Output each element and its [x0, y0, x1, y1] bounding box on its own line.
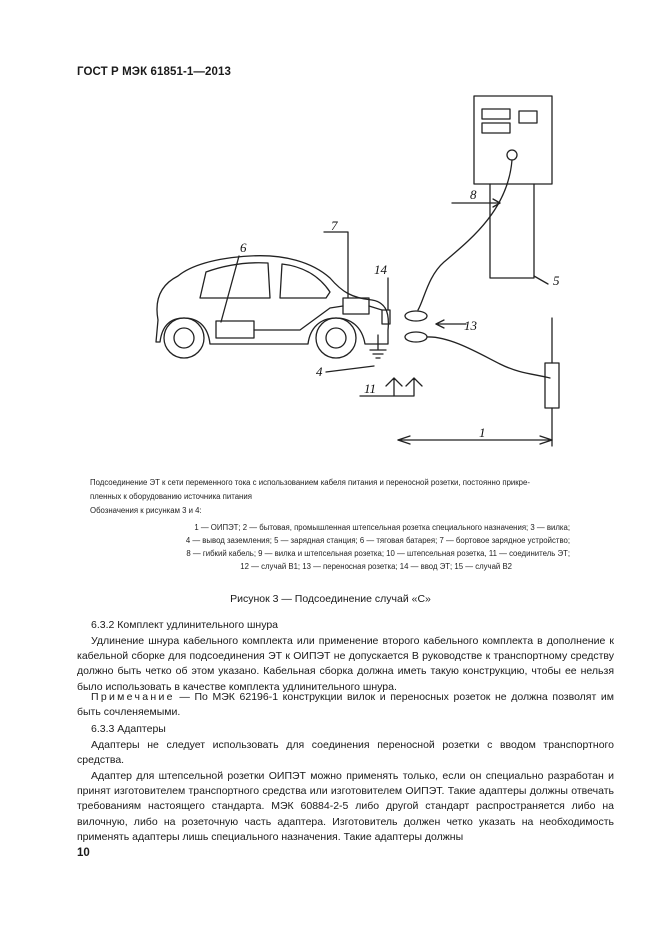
figure-description: Подсоединение ЭТ к сети переменного тока с использованием кабеля питания и переносной розетки, постоянно прикре- пленных к оборудованию источника питания Обозначения к рисункам 3 и 4: — [90, 476, 630, 518]
car-wheel-rear — [316, 318, 356, 358]
note — [77, 690, 614, 720]
document-header: ГОСТ Р МЭК 61851-1—2013 — [77, 66, 231, 78]
note-text: — По МЭК 62196-1 конструкции вилок и переносных розеток не должна позволят им быть сочленяемыми. — [77, 691, 614, 719]
label-1: 1 — [479, 425, 486, 440]
flexible-cable — [418, 160, 512, 310]
label-11: 11 — [364, 381, 377, 396]
traction-battery — [216, 321, 254, 338]
section-6-3-3-paragraph-2: Адаптер для штепсельной розетки ОИПЭТ можно применять только, если он специально разработан и принят изготовителем транспортного средства или изготовителем ОИПЭТ. Такие адаптеры должны отвечать требованиям настоящего стандарта. МЭК 60884-2-5 либо другой стандарт распространяется либо на вилочную, либо на розеточную часть адаптера. Изготовитель должен четко указать на необходимость применять адаптеры лишь специального назначения. Такие адаптеры должны — [77, 770, 614, 843]
section-6-3-3-title: 6.3.3 Адаптеры — [91, 723, 166, 735]
label-5: 5 — [553, 273, 560, 288]
label-6: 6 — [240, 240, 247, 255]
section-6-3-2-paragraph: Удлинение шнура кабельного комплекта или применение второго кабельного комплекта в дополнение к кабельной сборке для подсоединения ЭТ к ОИПЭТ не допускается В руководстве к транспортному средству должно быть четко об этом указано. Кабельная сборка должна иметь такую конструкцию, чтобы ее нельзя было использовать в качестве комплекта удлинительного шнура. — [77, 635, 614, 693]
earth-terminal — [370, 335, 386, 358]
car-wheel-front — [164, 318, 204, 358]
page-number: 10 — [77, 847, 90, 859]
legend-line: 12 — случай В1; 13 — переносная розетка; 14 — ввод ЭТ; 15 — случай В2 — [240, 562, 512, 571]
section-6-3-2-title: 6.3.2 Комплект удлинительного шнура — [91, 619, 279, 631]
label-8: 8 — [470, 187, 477, 202]
section-6-3-3-paragraph-1: Адаптеры не следует использовать для соединения переносной розетки с вводом транспортного средства. — [77, 739, 614, 767]
onboard-charger — [343, 298, 369, 314]
figure-caption: Рисунок 3 — Подсоединение случай «С» — [230, 593, 431, 605]
figure-legend — [90, 521, 570, 573]
legend-line: 1 — ОИПЭТ; 2 — бытовая, промышленная штепсельная розетка специального назначения; 3 — вилка; — [194, 523, 570, 532]
label-4: 4 — [316, 364, 323, 379]
portable-socket — [405, 332, 427, 342]
note-label: Примечание — [91, 691, 175, 703]
portable-socket — [405, 311, 427, 321]
legend-line: 4 — вывод заземления; 5 — зарядная станция; 6 — тяговая батарея; 7 — бортовое зарядное устройство; — [185, 536, 570, 545]
fuse — [545, 363, 559, 408]
legend-line: 8 — гибкий кабель; 9 — вилка и штепсельная розетка; 10 — штепсельная розетка, 11 — соединитель ЭТ; — [186, 549, 570, 558]
label-14: 14 — [374, 262, 387, 277]
car-window — [280, 264, 330, 298]
car-window — [200, 263, 270, 298]
label-13: 13 — [464, 318, 477, 333]
label-7: 7 — [331, 218, 338, 233]
legend-title: Обозначения к рисункам 3 и 4: — [90, 506, 202, 515]
